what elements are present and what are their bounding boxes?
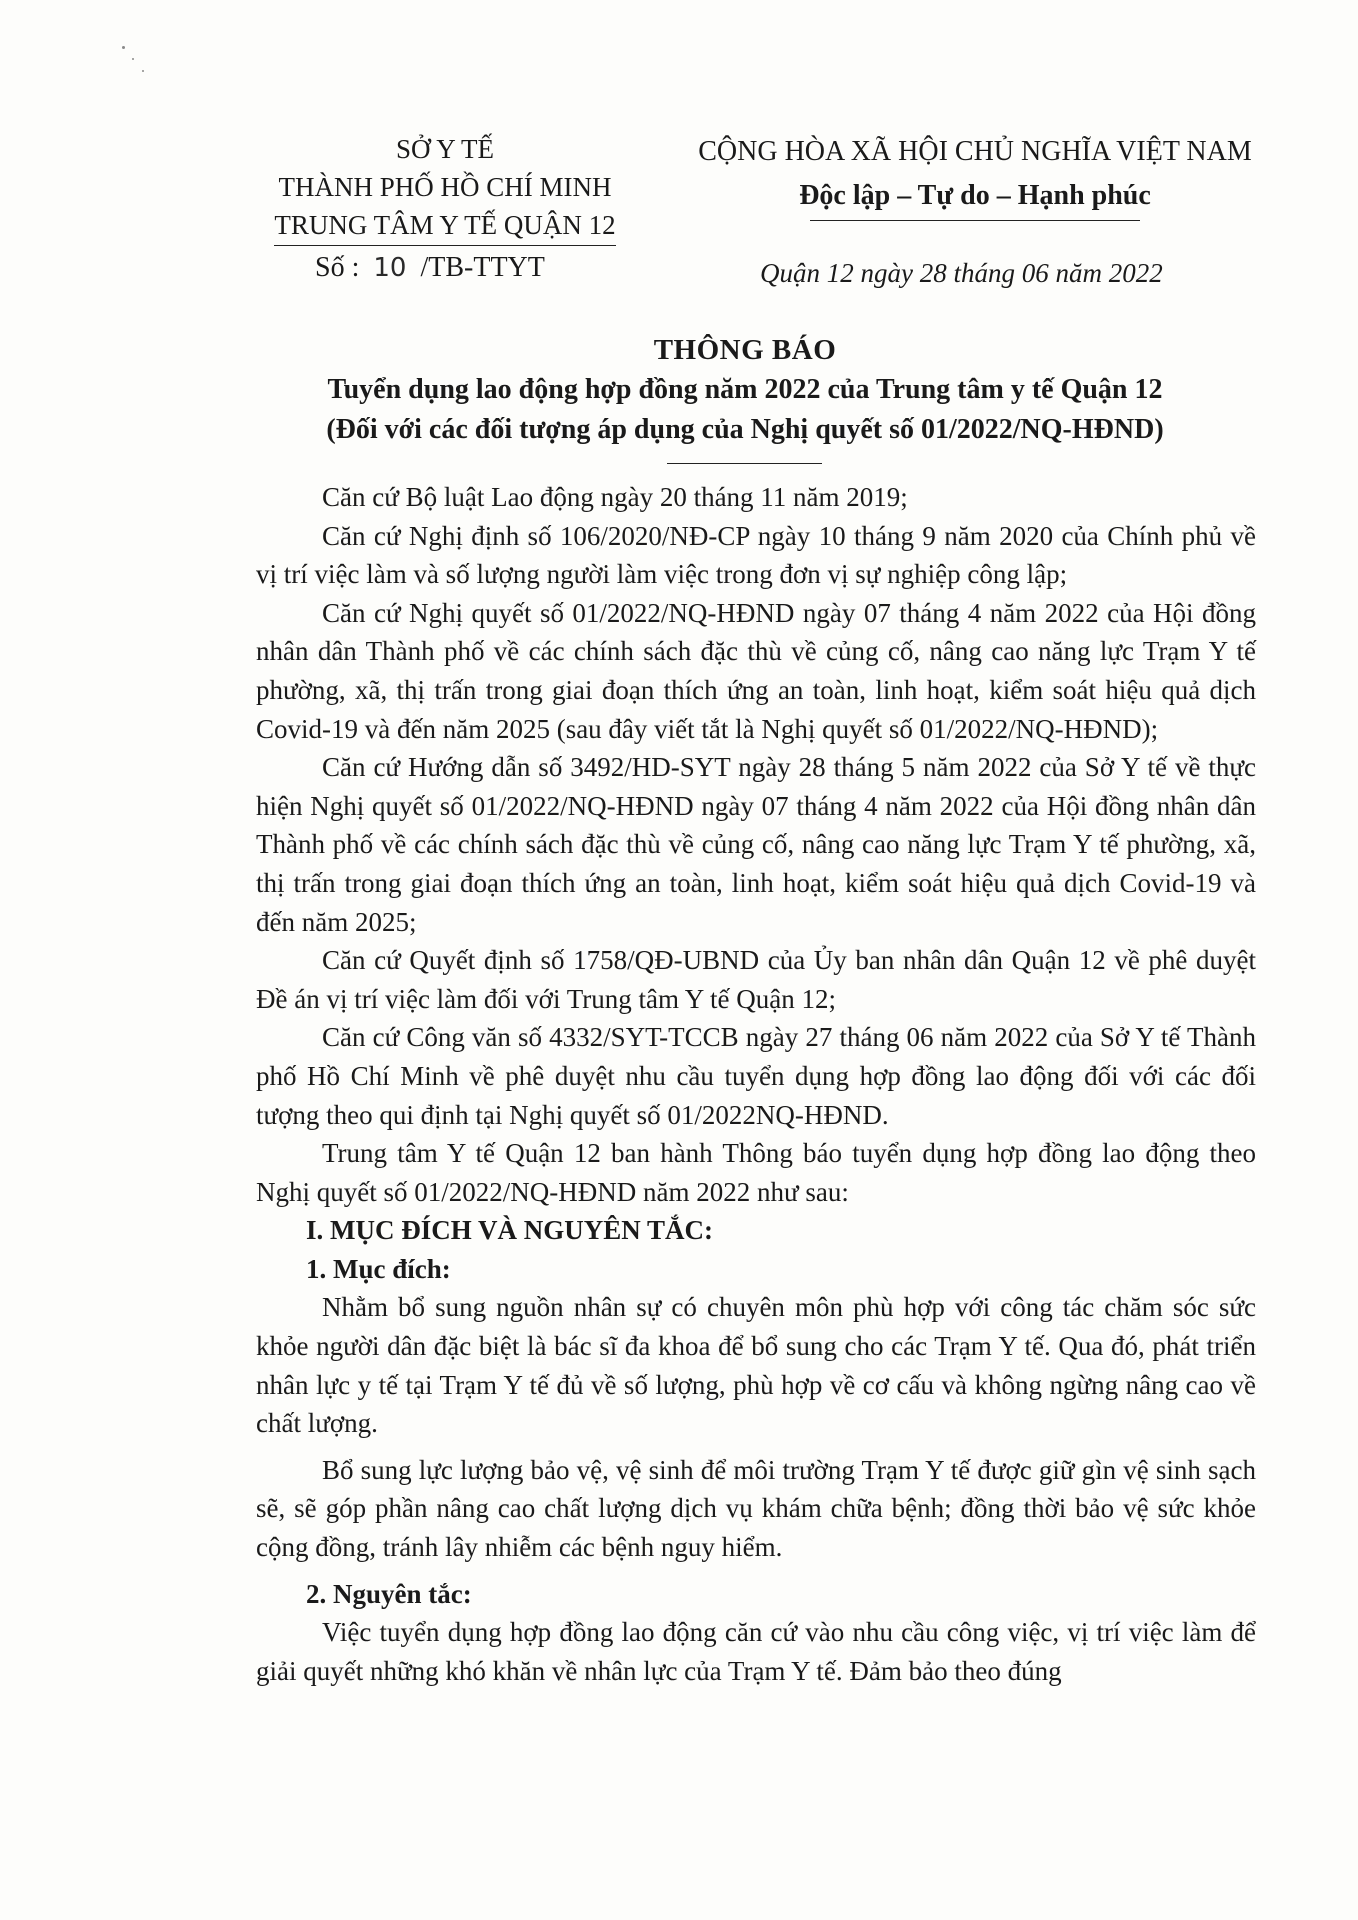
doc-number-prefix: Số : [315,252,360,283]
agency-line-1: SỞ Y TẾ [395,134,494,164]
country-name: CỘNG HÒA XÃ HỘI CHỦ NGHĨA VIỆT NAM [698,136,1252,167]
agency-line-3 [230,206,660,246]
motto-underline [810,220,1140,221]
purpose-paragraph-1: Nhằm bổ sung nguồn nhân sự có chuyên môn phù hợp với công tác chăm sóc sức khỏe người dân đặc biệt là bác sĩ đa khoa để bổ sung cho các Trạm Y tế. Qua đó, phát triển nhân lực y tế tại Trạm Y tế đủ về số lượng, phù hợp về cơ cấu và không ngừng nâng cao về chất lượng. [256,1292,1256,1439]
legal-basis-5: Căn cứ Quyết định số 1758/QĐ-UBND của Ủy ban nhân dân Quận 12 về phê duyệt Đề án vị trí việc làm đối với Trung tâm Y tế Quận 12; [256,945,1256,1014]
agency-name: TRUNG TÂM Y TẾ QUẬN 12 [274,206,615,246]
principles-heading: 2. Nguyên tắc: [306,1578,472,1609]
purpose-heading: 1. Mục đích: [306,1253,451,1284]
agency-line-2: THÀNH PHỐ HỒ CHÍ MINH [278,172,612,202]
principles-paragraph-1: Việc tuyển dụng hợp đồng lao động căn cứ vào nhu cầu công việc, vị trí việc làm để giải quyết những khó khăn về nhân lực của Trạm Y tế. Đảm bảo theo đúng [256,1617,1256,1686]
document-title: THÔNG BÁO [653,334,837,366]
document-subtitle-1: Tuyển dụng lao động hợp đồng năm 2022 của Trung tâm y tế Quận 12 [327,374,1163,405]
document-subtitle-2: (Đối với các đối tượng áp dụng của Nghị quyết số 01/2022/NQ-HĐND) [326,414,1164,445]
legal-basis-6: Căn cứ Công văn số 4332/SYT-TCCB ngày 27 tháng 06 năm 2022 của Sở Y tế Thành phố Hồ Chí Minh về phê duyệt nhu cầu tuyển dụng hợp đồng lao động đối với các đối tượng theo qui định tại Nghị quyết số 01/2022NQ-HĐND. [256,1022,1256,1130]
legal-basis-2: Căn cứ Nghị định số 106/2020/NĐ-CP ngày 10 tháng 9 năm 2020 của Chính phủ về vị trí việc làm và số lượng người làm việc trong đơn vị sự nghiệp công lập; [256,520,1256,590]
national-motto: Độc lập – Tự do – Hạnh phúc [799,180,1151,211]
document-body [256,478,1256,1690]
document-title-block [200,330,1290,450]
national-header [660,130,1290,221]
legal-basis-3: Căn cứ Nghị quyết số 01/2022/NQ-HĐND ngày 07 tháng 4 năm 2022 của Hội đồng nhân dân Thành phố về các chính sách đặc thù về củng cố, nâng cao năng lực Trạm Y tế phường, xã, thị trấn trong giai đoạn thích ứng an toàn, linh hoạt, kiểm soát hiệu quả dịch Covid-19 và đến năm 2025 (sau đây viết tắt là Nghị quyết số 01/2022/NQ-HĐND); [256,597,1256,744]
scan-speck [122,46,125,49]
document-number [315,252,545,284]
scan-speck [132,58,134,60]
legal-basis-4: Căn cứ Hướng dẫn số 3492/HD-SYT ngày 28 tháng 5 năm 2022 của Sở Y tế về thực hiện Nghị quyết số 01/2022/NQ-HĐND ngày 07 tháng 4 năm 2022 của Hội đồng nhân dân Thành phố về các chính sách đặc thù về củng cố, nâng cao năng lực Trạm Y tế phường, xã, thị trấn trong giai đoạn thích ứng an toàn, linh hoạt, kiểm soát hiệu quả dịch Covid-19 và đến năm 2025; [256,752,1256,937]
title-divider [667,463,822,464]
issuing-agency-header [230,130,660,246]
purpose-paragraph-2: Bổ sung lực lượng bảo vệ, vệ sinh để môi trường Trạm Y tế được giữ gìn vệ sinh sạch sẽ, sẽ góp phần nâng cao chất lượng dịch vụ khám chữa bệnh; đồng thời bảo vệ sức khỏe cộng đồng, tránh lây nhiễm các bệnh nguy hiểm. [256,1454,1256,1563]
doc-number-suffix: /TB-TTYT [420,252,545,283]
announcement-intro: Trung tâm Y tế Quận 12 ban hành Thông báo tuyển dụng hợp đồng lao động theo Nghị quyết số 01/2022/NQ-HĐND năm 2022 như sau: [256,1138,1256,1207]
doc-number-handwritten: 10 [373,253,407,283]
document-date: Quận 12 ngày 28 tháng 06 năm 2022 [760,258,1163,288]
scan-speck [142,70,144,72]
legal-basis-1: Căn cứ Bộ luật Lao động ngày 20 tháng 11 năm 2019; [322,482,908,512]
section-1-heading: I. MỤC ĐÍCH VÀ NGUYÊN TẮC: [306,1215,714,1246]
